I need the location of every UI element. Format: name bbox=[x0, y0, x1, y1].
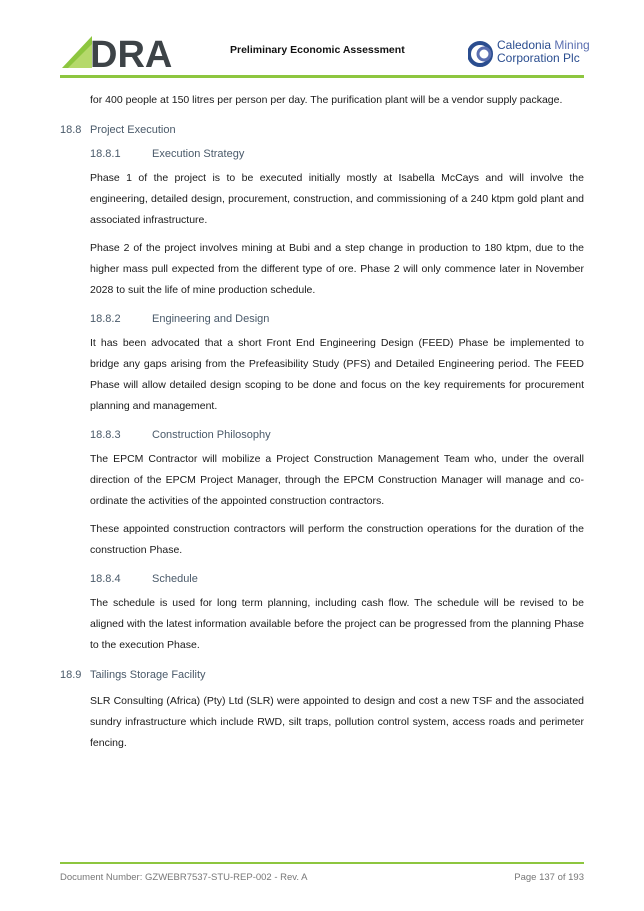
paragraph: for 400 people at 150 litres per person per day. The purification plant will be a vendor supply package. bbox=[90, 94, 563, 106]
header-rule bbox=[60, 75, 584, 78]
footer-rule bbox=[60, 862, 584, 864]
section-heading-18-8: 18.8 Project Execution bbox=[60, 124, 176, 136]
paragraph: The EPCM Contractor will mobilize a Project Construction Management Team who, under the overall direction of the EPCM Project Manager, through the EPCM Construction Manager will manage and co-ordinate the activities of the appointed construction contractors. bbox=[90, 453, 584, 507]
subsection-heading-18-8-4: 18.8.4 Schedule bbox=[90, 573, 198, 585]
paragraph: Phase 2 of the project involves mining at Bubi and a step change in production to 180 ktpm, due to the higher mass pull expected from the different type of ore. Phase 2 will only commence later in November 2028 to suit the life of mine production schedule. bbox=[90, 242, 584, 296]
paragraph: These appointed construction contractors will perform the construction operations for the duration of the construction Phase. bbox=[90, 523, 584, 556]
subsection-heading-18-8-2: 18.8.2 Engineering and Design bbox=[90, 313, 270, 325]
dra-logo-text: DRA bbox=[90, 34, 173, 70]
paragraph: SLR Consulting (Africa) (Pty) Ltd (SLR) were appointed to design and cost a new TSF and the associated sundry infrastructure which include RWD, silt traps, pollution control system, access roads and perimeter fencing. bbox=[90, 695, 584, 749]
paragraph: It has been advocated that a short Front End Engineering Design (FEED) Phase be implemented to bridge any gaps arising from the Prefeasibility Study (PFS) and Detailed Engineering period. The FEED Phase will allow detailed design scoping to be done and focus on the key requirements for procurement planning and management. bbox=[90, 337, 584, 412]
document-body bbox=[60, 90, 584, 761]
page-header bbox=[0, 0, 644, 80]
document-number: Document Number: GZWEBR7537-STU-REP-002 - Rev. A bbox=[60, 872, 308, 883]
dra-logo bbox=[62, 34, 196, 70]
page-number: Page 137 of 193 bbox=[514, 872, 584, 883]
paragraph: Phase 1 of the project is to be executed initially mostly at Isabella McCays and will involve the engineering, detailed design, procurement, construction, and commissioning of a 240 ktpm gold plant and associated infrastructure. bbox=[90, 172, 584, 226]
subsection-heading-18-8-1: 18.8.1 Execution Strategy bbox=[90, 148, 245, 160]
subsection-heading-18-8-3: 18.8.3 Construction Philosophy bbox=[90, 429, 271, 441]
document-title: Preliminary Economic Assessment bbox=[230, 44, 405, 56]
paragraph: The schedule is used for long term planning, including cash flow. The schedule will be revised to be aligned with the latest information available before the project can be progressed from the planning Phase to the execution Phase. bbox=[90, 597, 584, 651]
caledonia-logo-text: Caledonia Mining Corporation Plc bbox=[497, 38, 590, 65]
section-heading-18-9: 18.9 Tailings Storage Facility bbox=[60, 669, 206, 681]
